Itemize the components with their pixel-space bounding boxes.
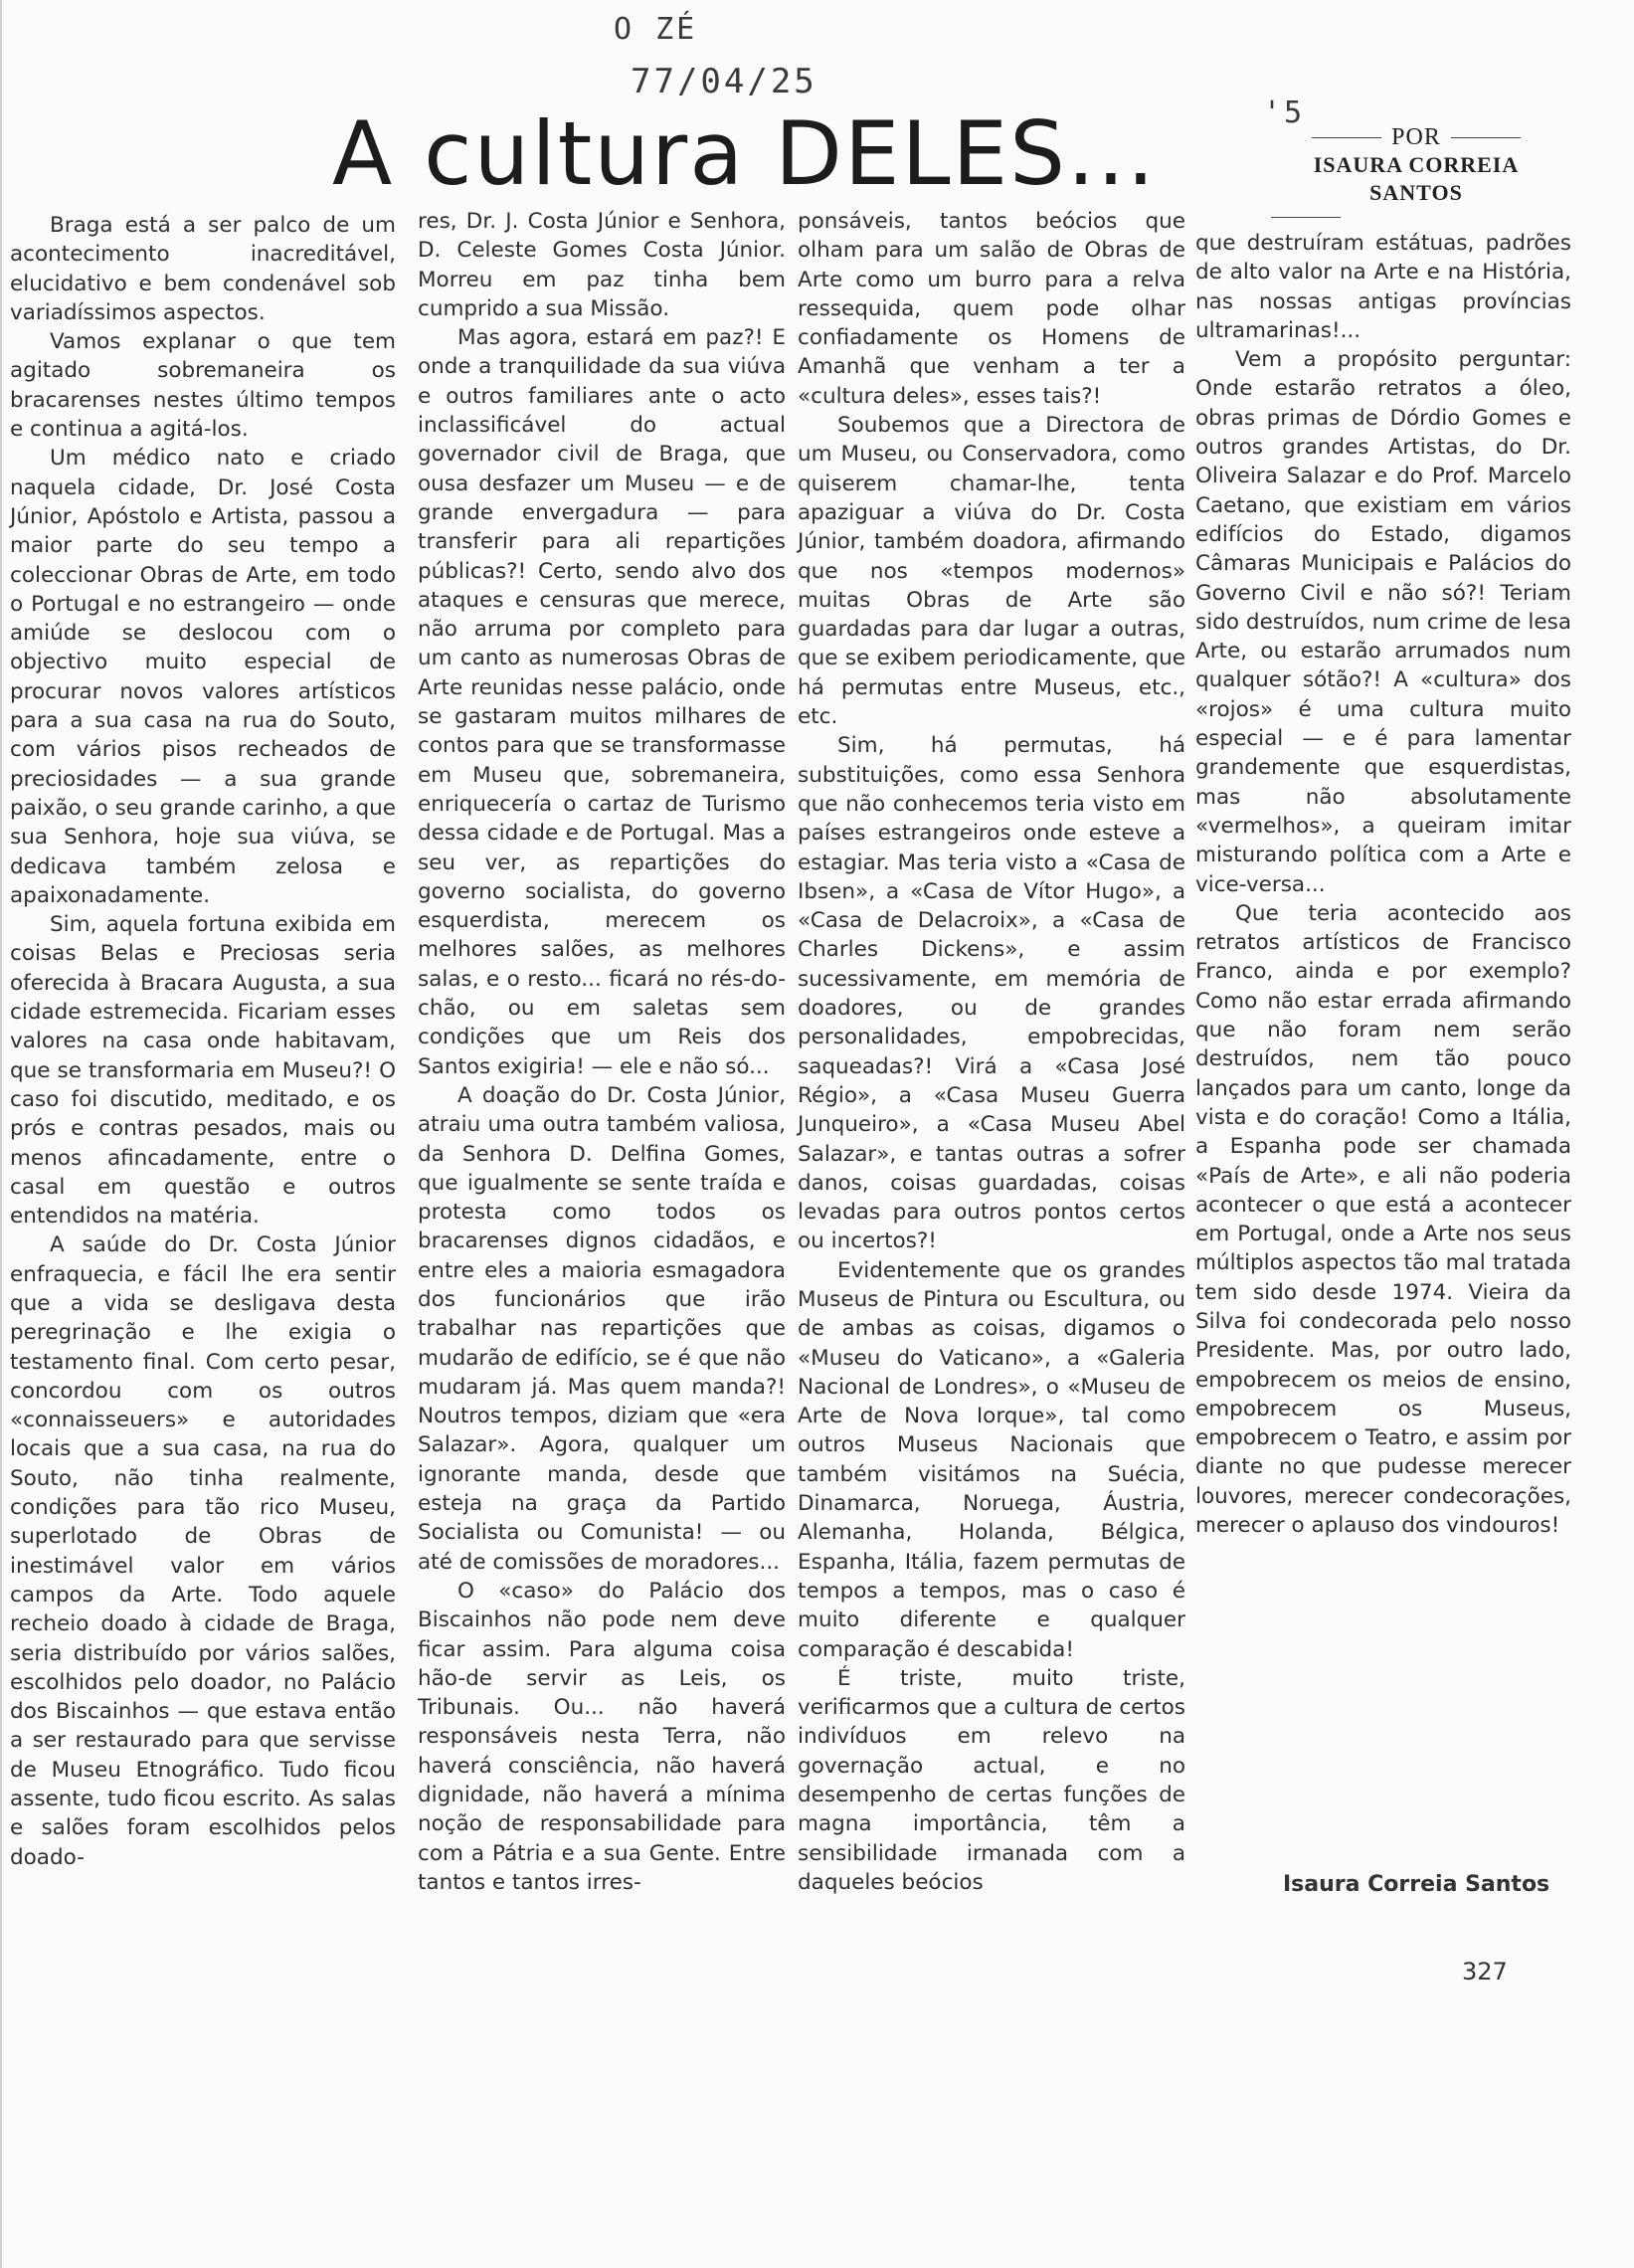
handwritten-margin-mark: '5 <box>1263 95 1306 130</box>
byline-author-name: ISAURA CORREIA <box>1313 152 1520 177</box>
page-number: 327 <box>1462 1958 1508 1985</box>
author-signature: Isaura Correia Santos <box>1283 1872 1550 1897</box>
paragraph: Um médico nato e criado naquela cidade, Dr. José Costa Júnior, Apóstolo e Artista, passou a maior parte do seu tempo a coleccionar Obras de Arte, em todo o Portugal e no estrangeiro — onde amiúde se deslocou com o objectivo muito especial de procurar novos valores artísticos para a sua casa na rua do Souto, com vários pisos recheados de preciosidades — a sua grande paixão, o seu grande carinho, a que sua Senhora, hoje sua viúva, se dedicava também zelosa e apaixonadamente. <box>10 446 396 908</box>
paragraph: Sim, há permutas, há substituições, como essa Senhora que não conhecemos teria visto em países estrangeiros onde esteve a estagiar. Mas teria visto a «Casa de Ibsen», a «Casa de Vítor Hugo», a «Casa de Delacroix», a «Casa de Charles Dickens», e assim sucessivamente, em memória de doadores, ou de grandes personalidades, empobrecidas, saqueadas?! Virá a «Casa José Régio», a «Casa Museu Guerra Junqueiro», a «Casa Museu Abel Salazar», e tantas outras a sofrer danos, coisas guardadas, coisas levadas para outros pontos certos ou incertos?! <box>798 733 1185 1254</box>
paragraph: que destruíram estátuas, padrões de alto valor na Arte e na História, nas nossas antigas províncias ultramarinas!... <box>1195 231 1571 343</box>
article-column-4 <box>1195 229 1571 1540</box>
paragraph: A doação do Dr. Costa Júnior, atraiu uma outra também valiosa, da Senhora D. Delfina Gomes, que igualmente se sente traída e protesta como todos os bracarenses dignos cidadãos, e entre eles a maioria esmagadora dos funcionários que irão trabalhar nas repartições que mudarão de edifício, se é que não mudaram já. Mas quem manda?! Noutros tempos, diziam que «era Salazar». Agora, qualquer um ignorante manda, desde que esteja na graça da Partido Socialista ou Comunista! — ou até de comissões de moradores... <box>418 1082 786 1575</box>
paragraph: Vem a propósito perguntar: Onde estarão retratos a óleo, obras primas de Dórdio Gomes e outros grandes Artistas, do Dr. Oliveira Salazar e do Prof. Marcelo Caetano, que existiam em vários edifícios do Estado, digamos Câmaras Municipais e Palácios do Governo Civil e não só?! Teriam sido destruídos, num crime de lesa Arte, ou estarão arrumados num qualquer sótão?! A «cultura» dos «rojos» é uma cultura muito especial — e é para lamentar grandemente que esquerdistas, mas não absolutamente «vermelhos», a queiram imitar misturando política com a Arte e vice-versa... <box>1195 347 1571 897</box>
paragraph: Mas agora, estará em paz?! E onde a tranquilidade da sua viúva e outros familiares ante o acto inclassificável do actual governador civil de Braga, que ousa desfazer um Museu — e de grande envergadura — para transferir para ali repartições públicas?! Certo, sendo alvo dos ataques e censuras que merece, não arruma por completo para um canto as numerosas Obras de Arte reunidas nesse palácio, onde se gastaram muitos milhares de contos para que se transformasse em Museu que, sobremaneira, enriquecería o cartaz de Turismo dessa cidade e de Portugal. Mas a seu ver, as repartições do governo socialista, do governo esquerdista, merecem os melhores salões, as melhores salas, e o resto... ficará no rés-do-chão, ou em saletas sem condições que um Reis dos Santos exigiria! — ele e não só... <box>418 325 786 1079</box>
article-headline: A cultura DELES... <box>332 102 1157 205</box>
paragraph: Soubemos que a Directora de um Museu, ou Conservadora, como quiserem chamar-lhe, tenta apaziguar a viúva do Dr. Costa Júnior, também doadora, afirmando que nos «tempos modernos» muitas Obras de Arte são guardadas para dar lugar a outras, que se exibem periodicamente, que há permutas entre Museus, etc., etc. <box>798 413 1185 730</box>
byline <box>1257 123 1575 218</box>
handwritten-source: O ZÉ <box>614 12 698 47</box>
paragraph: Evidentemente que os grandes Museus de Pintura ou Escultura, ou de ambas as coisas, digamos o «Museu do Vaticano», a «Galeria Nacional de Londres», o «Museu de Arte de Nova Iorque», tal como outros Museus Nacionais que também visitámos na Suécia, Dinamarca, Noruega, Áustria, Alemanha, Holanda, Bélgica, Espanha, Itália, fazem permutas de tempos a tempos, mas o caso é muito diferente e qualquer comparação é descabida! <box>798 1257 1185 1662</box>
paragraph: O «caso» do Palácio dos Biscainhos não pode nem deve ficar assim. Para alguma coisa hão-de servir as Leis, os Tribunais. Ou... não haverá responsáveis nesta Terra, não haverá consciência, não haverá dignidade, não haverá a mínima noção de responsabilidade para com a Pátria e a sua Gente. Entre tantos e tantos irres- <box>418 1578 786 1895</box>
paragraph: res, Dr. J. Costa Júnior e Senhora, D. Celeste Gomes Costa Júnior. Morreu em paz tinha bem cumprido a sua Missão. <box>418 209 786 321</box>
paragraph: Sim, aquela fortuna exibida em coisas Belas e Preciosas seria oferecida à Bracara Augusta, a sua cidade estremecida. Ficariam esses valores na casa onde habitavam, que se transformaria em Museu?! O caso foi discutido, meditado, e os prós e contras pesados, mais ou menos afincadamente, entre o casal em questão e outros entendidos na matéria. <box>10 912 396 1229</box>
handwritten-date: 77/04/25 <box>631 62 817 101</box>
article-column-3 <box>798 207 1185 1897</box>
byline-por: POR <box>1257 123 1575 151</box>
paragraph: É triste, muito triste, verificarmos que a cultura de certos indivíduos em relevo na governação actual, e no desempenho de certas funções de magna importância, têm a sensibilidade irmanada com a daqueles beócios <box>798 1665 1185 1895</box>
byline-author-surname: SANTOS <box>1369 180 1463 205</box>
article-column-1 <box>10 211 396 1872</box>
paragraph: Vamos explanar o que tem agitado sobremaneira os bracarenses nestes último tempos e continua a agitá-los. <box>10 329 396 443</box>
paragraph: A saúde do Dr. Costa Júnior enfraquecia, e fácil lhe era sentir que a vida se desligava desta peregrinação e lhe exigia o testamento final. Com certo pesar, concordou com os outros «connaisseuers» e autoridades locais que a sua casa, na rua do Souto, não tinha realmente, condições para tão rico Museu, superlotado de Obras de inestimável valor em vários campos da Arte. Todo aquele recheio doado à cidade de Braga, seria distribuído por vários salões, escolhidos pelo doador, no Palácio dos Biscainhos — que estava então a ser restaurado para que servisse de Museu Etnográfico. Tudo ficou assente, tudo ficou escrito. As salas e salões foram escolhidos pelos doado- <box>10 1232 396 1870</box>
paragraph: Que teria acontecido aos retratos artísticos de Francisco Franco, ainda e por exemplo? Como não estar errada afirmando que não foram nem serão destruídos, nem tão pouco lançados para um canto, longe da vista e do coração! Como a Itália, a Espanha pode ser chamada «País de Arte», e ali não poderia acontecer o que está a acontecer em Portugal, onde a Arte nos seus múltiplos aspectos tão mal tratada tem sido desde 1974. Vieira da Silva foi condecorada pelo nosso Presidente. Mas, por outro lado, empobrecem os meios de ensino, empobrecem os Museus, empobrecem o Teatro, e assim por diante no que pudesse merecer louvores, merecer condecorações, merecer o aplauso dos vindouros! <box>1195 900 1571 1539</box>
paragraph: Braga está a ser palco de um acontecimento inacreditável, elucidativo e bem condenável sob variadíssimos aspectos. <box>10 213 396 325</box>
article-column-2 <box>418 207 786 1897</box>
byline-rule <box>1271 217 1341 218</box>
paragraph: ponsáveis, tantos beócios que olham para um salão de Obras de Arte como um burro para a relva ressequida, quem pode olhar confiadamente os Homens de Amanhã que venham a ter a «cultura deles», esses tais?! <box>798 209 1185 409</box>
